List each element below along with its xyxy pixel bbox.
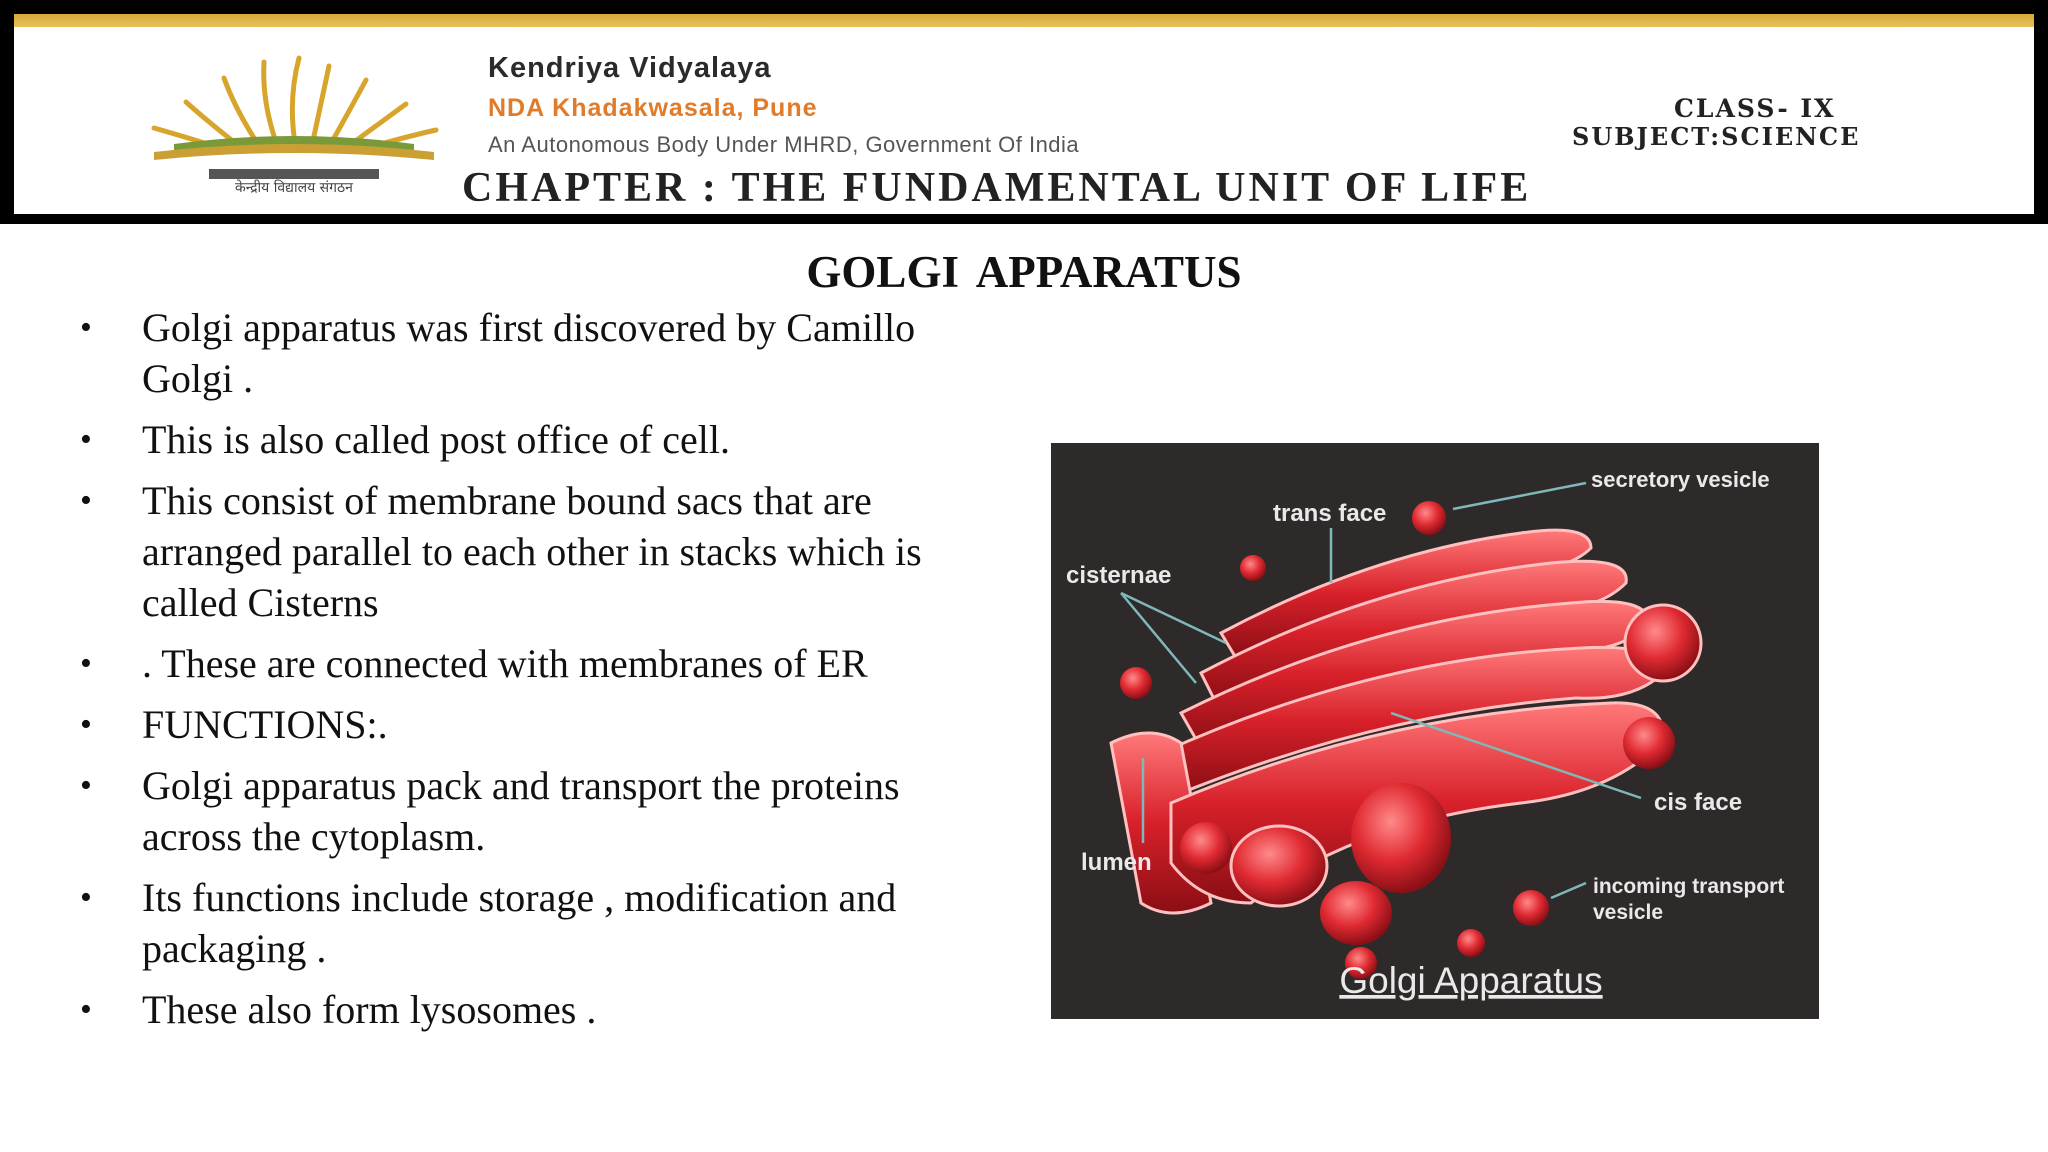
bullet-text: Golgi apparatus was first discovered by Camillo Golgi . [142, 305, 916, 401]
bullet-item [80, 760, 980, 862]
golgi-diagram [1051, 443, 1819, 1019]
bullet-item [80, 699, 980, 750]
label-cis-face: cis face [1654, 789, 1743, 816]
bullet-marker: • [80, 645, 92, 682]
header-panel [14, 14, 2034, 214]
bullet-list [80, 302, 980, 1045]
label-incoming-line2: vesicle [1593, 901, 1664, 924]
bullet-item [80, 414, 980, 465]
bullet-item [80, 475, 980, 628]
logo-caption: केन्द्रीय विद्यालय संगठन [235, 180, 353, 196]
bullet-text: . These are connected with membranes of ER [142, 641, 868, 686]
bullet-marker: • [80, 421, 92, 458]
bullet-marker: • [80, 991, 92, 1028]
header-banner [0, 0, 2048, 224]
bullet-text: This consist of membrane bound sacs that are arranged parallel to each other in stacks which is called Cisterns [142, 478, 922, 625]
class-label: CLASS- IX [1674, 94, 1836, 123]
bullet-marker: • [80, 482, 92, 519]
chapter-title: CHAPTER : THE FUNDAMENTAL UNIT OF LIFE [462, 165, 1532, 211]
label-cisternae: cisternae [1066, 562, 1172, 589]
kv-logo-icon [114, 36, 474, 196]
bullet-text: Its functions include storage , modification and packaging . [142, 875, 897, 971]
label-lumen: lumen [1081, 849, 1152, 876]
bullet-marker: • [80, 767, 92, 804]
bullet-text: FUNCTIONS:. [142, 702, 388, 747]
org-place: NDA Khadakwasala, Pune [488, 94, 818, 122]
bullet-item [80, 984, 980, 1035]
bullet-item [80, 872, 980, 974]
slide-title: GOLGI APPARATUS [806, 247, 1242, 297]
label-trans-face: trans face [1273, 500, 1387, 527]
bullet-text: Golgi apparatus pack and transport the proteins across the cytoplasm. [142, 763, 900, 859]
label-secretory-vesicle: secretory vesicle [1591, 467, 1770, 492]
golgi-illustration [1051, 443, 1819, 1019]
bullet-marker: • [80, 879, 92, 916]
bullet-text: These also form lysosomes . [142, 987, 597, 1032]
gold-stripe [14, 14, 2034, 27]
bullet-item [80, 302, 980, 404]
diagram-caption: Golgi Apparatus [1339, 960, 1603, 1001]
kv-logo [114, 36, 474, 196]
bullet-marker: • [80, 706, 92, 743]
subject-label: SUBJECT:SCIENCE [1572, 122, 1861, 151]
org-tagline: An Autonomous Body Under MHRD, Government Of India [488, 132, 1080, 157]
label-incoming-line1: incoming transport [1593, 875, 1785, 898]
bullet-text: This is also called post office of cell. [142, 417, 730, 462]
bullet-item [80, 638, 980, 689]
bullet-marker: • [80, 309, 92, 346]
org-name: Kendriya Vidyalaya [488, 52, 772, 84]
